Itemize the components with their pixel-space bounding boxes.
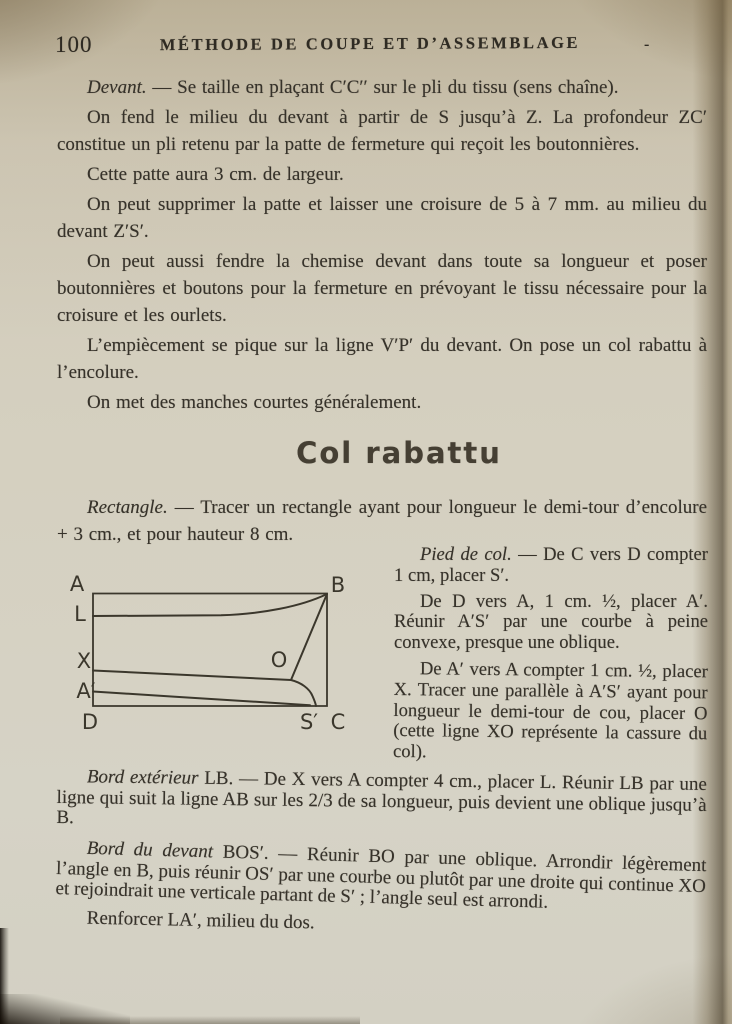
diagram-labels: [70, 572, 346, 734]
diagram-rectangle-outline: [93, 594, 327, 707]
section-heading-col-rabattu: Col rabattu: [296, 436, 502, 470]
diagram-label-A-prime: A′: [76, 679, 96, 703]
running-title: MÉTHODE DE COUPE ET D’ASSEMBLAGE: [159, 32, 581, 55]
diagram-label-A: A: [69, 572, 85, 596]
paragraph: [394, 592, 708, 654]
paragraph-text: BOS′. — Réunir BO par une oblique. Arrondir légèrement l’angle en B, puis réunir OS′ par une courbe ou plutôt par une droite qui continue XO et rejoindrait une verticale partant de S′ ; l’angle seul est arrondi.: [55, 841, 707, 913]
rectangle-paragraph-block: [57, 494, 707, 548]
paragraph-bord-du-devant: [55, 838, 706, 918]
paragraph-bord-exterieur: [56, 767, 707, 836]
paragraph: [57, 161, 707, 188]
diagram-line-BO: [291, 594, 327, 680]
scan-bottom-shadow: [60, 1016, 360, 1024]
paragraph-text: On fend le milieu du devant à partir de S jusqu’à Z. La profondeur ZC′ constitue un pli retenu par la patte de fermeture qui reçoit les boutonnières.: [57, 107, 707, 155]
paragraph-pied-de-col: [394, 545, 708, 587]
paragraph-text: L’empiècement se pique sur la ligne V′P′ du devant. On pose un col rabattu à l’encolure.: [57, 335, 707, 383]
diagram-label-L: L: [74, 602, 86, 626]
diagram-curve-OS: [291, 680, 316, 706]
paragraph-text: — De C vers D compter 1 cm, placer S′.: [394, 544, 708, 586]
paragraph: [57, 104, 707, 158]
diagram-label-C: C: [330, 710, 346, 734]
diagram-label-S-prime: S′: [299, 710, 319, 734]
paragraph-lead: Bord du devant: [86, 837, 214, 862]
paragraph: [57, 389, 707, 416]
diagram-label-B: B: [330, 573, 346, 597]
paragraph-text: — Se taille en plaçant C′C′′ sur le pli du tissu (sens chaîne).: [152, 77, 619, 98]
col-rabattu-diagram: [49, 569, 389, 764]
intro-text-block: [57, 74, 707, 419]
paragraph: [393, 659, 708, 766]
paragraph-text: On peut supprimer la patte et laisser une croisure de 5 à 7 mm. au milieu du devant Z′S′.: [57, 194, 707, 242]
paragraph: [57, 191, 707, 245]
diagram-label-O: O: [270, 648, 288, 672]
paragraph-text: De D vers A, 1 cm. ½, placer A′. Réunir A′S′ par une courbe à peine convexe, presque une oblique.: [394, 590, 708, 654]
paragraph: [57, 248, 707, 329]
header-dash-mark: -: [644, 36, 650, 53]
paragraph-lead: Pied de col.: [420, 544, 512, 565]
paragraph-rectangle: [57, 494, 707, 548]
paragraph-text: De A′ vers A compter 1 cm. ½, placer X. Tracer une parallèle à A′S′ ayant pour longueur le demi-tour de cou, placer O (cette ligne XO représente la cassure du col).: [392, 658, 708, 763]
paragraph-lead: Bord extérieur: [86, 766, 199, 789]
collar-pattern-figure: [49, 569, 389, 764]
diagram-line-LB: [93, 594, 327, 616]
diagram-line-XO: [93, 671, 291, 681]
paragraph-text: — Tracer un rectangle ayant pour longueur le demi-tour d’encolure + 3 cm., et pour hauteur 8 cm.: [57, 497, 708, 545]
paragraph-text: LB. — De X vers A compter 4 cm., placer L. Réunir LB par une ligne qui suit la ligne AB sur les 2/3 de sa longueur, puis devient une oblique jusqu’à B.: [56, 767, 707, 829]
paragraph-text: On met des manches courtes généralement.: [87, 392, 422, 413]
page-number: 100: [55, 32, 93, 57]
running-head: [0, 30, 732, 60]
diagram-and-text-region: [57, 545, 707, 777]
paragraph-text: Renforcer LA′, milieu du dos.: [86, 907, 315, 934]
paragraph: [57, 332, 707, 386]
paragraph-text: Cette patte aura 3 cm. de largeur.: [87, 164, 344, 185]
paragraph-lead: Devant.: [87, 77, 147, 98]
bord-text-block: [57, 767, 707, 938]
paragraph-devant: [57, 74, 707, 101]
pied-de-col-column: [394, 545, 708, 768]
paragraph-text: On peut aussi fendre la chemise devant dans toute sa longueur et poser boutonnières et boutons pour la fermeture en prévoyant le tissu nécessaire pour la croisure et les ourlets.: [57, 251, 707, 326]
diagram-label-X: X: [76, 649, 92, 673]
paragraph-lead: Rectangle.: [87, 497, 168, 518]
diagram-label-D: D: [81, 710, 99, 734]
diagram-curve-AS: [93, 692, 310, 706]
